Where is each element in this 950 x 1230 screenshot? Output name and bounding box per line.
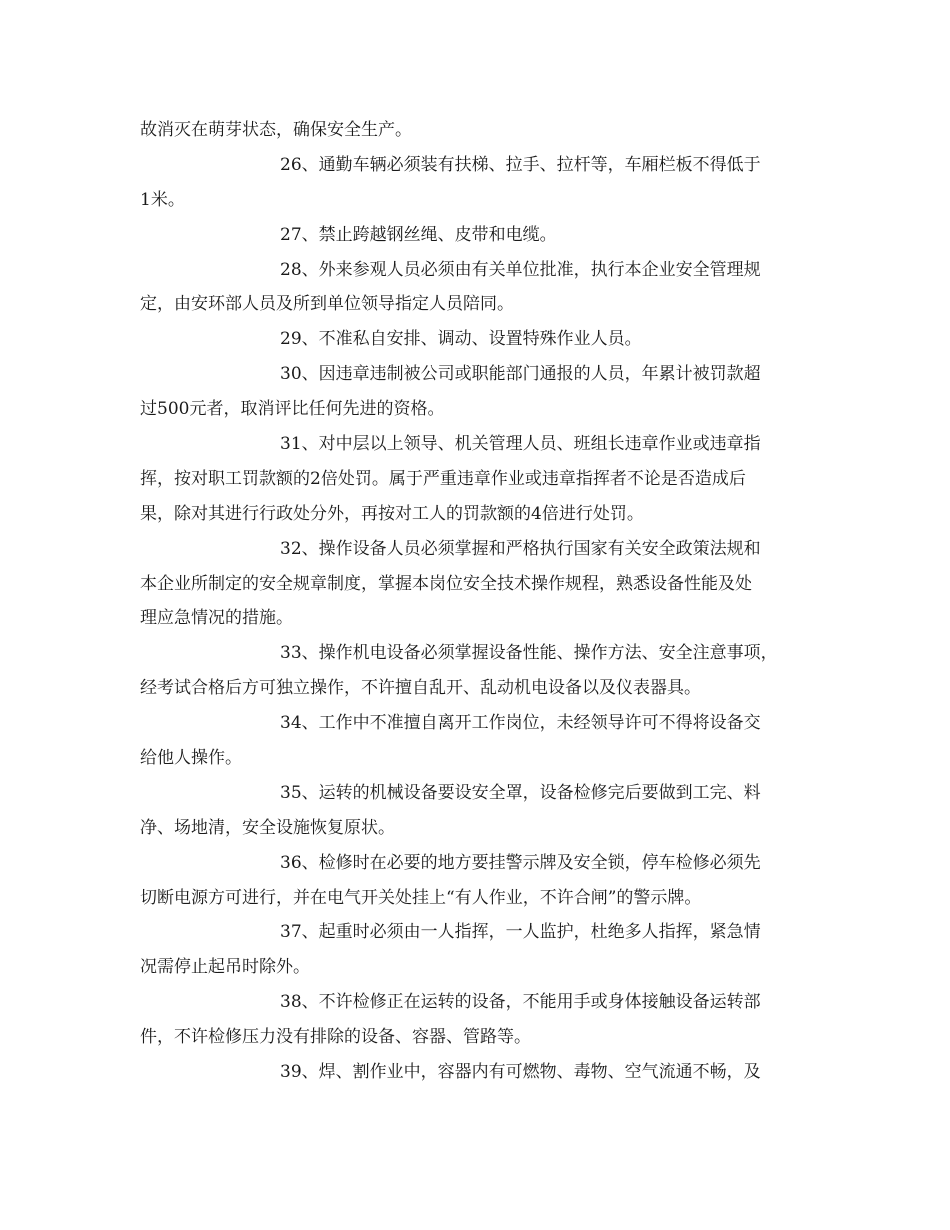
text-line: 32、操作设备人员必须掌握和严格执行国家有关安全政策法规和 (280, 539, 761, 559)
text-line: 1米。 (140, 190, 185, 210)
text-line: 理应急情况的措施。 (140, 608, 293, 628)
text-line: 33、操作机电设备必须掌握设备性能、操作方法、安全注意事项， (280, 643, 778, 663)
text-line: 切断电源方可进行，并在电气开关处挂上“有人作业，不许合闸”的警示牌。 (140, 888, 702, 908)
text-line: 26、通勤车辆必须装有扶梯、拉手、拉杆等，车厢栏板不得低于 (280, 155, 761, 175)
text-line: 39、焊、割作业中，容器内有可燃物、毒物、空气流通不畅，及 (280, 1062, 761, 1082)
text-line: 果，除对其进行行政处分外，再按对工人的罚款额的4倍进行处罚。 (140, 504, 644, 524)
text-line: 本企业所制定的安全规章制度，掌握本岗位安全技术操作规程，熟悉设备性能及处 (140, 574, 752, 594)
text-line: 净、场地清，安全设施恢复原状。 (140, 818, 395, 838)
text-line: 经考试合格后方可独立操作，不许擅自乱开、乱动机电设备以及仪表器具。 (140, 678, 701, 698)
text-line: 31、对中层以上领导、机关管理人员、班组长违章作业或违章指 (280, 434, 761, 454)
text-line: 35、运转的机械设备要设安全罩，设备检修完后要做到工完、料 (280, 783, 761, 803)
text-line: 挥，按对职工罚款额的2倍处罚。属于严重违章作业或违章指挥者不论是否造成后 (140, 469, 746, 489)
text-line: 给他人操作。 (140, 748, 242, 768)
text-line: 30、因违章违制被公司或职能部门通报的人员，年累计被罚款超 (280, 364, 761, 384)
text-line: 34、工作中不准擅自离开工作岗位，未经领导许可不得将设备交 (280, 713, 761, 733)
text-line: 28、外来参观人员必须由有关单位批准，执行本企业安全管理规 (280, 260, 761, 280)
text-line: 37、起重时必须由一人指挥，一人监护，杜绝多人指挥，紧急情 (280, 922, 761, 942)
text-line: 过500元者，取消评比任何先进的资格。 (140, 399, 445, 419)
text-line: 故消灭在萌芽状态，确保安全生产。 (140, 120, 412, 140)
text-line: 件，不许检修压力没有排除的设备、容器、管路等。 (140, 1027, 531, 1047)
text-line: 36、检修时在必要的地方要挂警示牌及安全锁，停车检修必须先 (280, 853, 761, 873)
text-line: 27、禁止跨越钢丝绳、皮带和电缆。 (280, 225, 557, 245)
text-line: 定，由安环部人员及所到单位领导指定人员陪同。 (140, 294, 514, 314)
text-line: 况需停止起吊时除外。 (140, 957, 310, 977)
text-line: 29、不准私自安排、调动、设置特殊作业人员。 (280, 329, 642, 349)
text-line: 38、不许检修正在运转的设备，不能用手或身体接触设备运转部 (280, 992, 761, 1012)
